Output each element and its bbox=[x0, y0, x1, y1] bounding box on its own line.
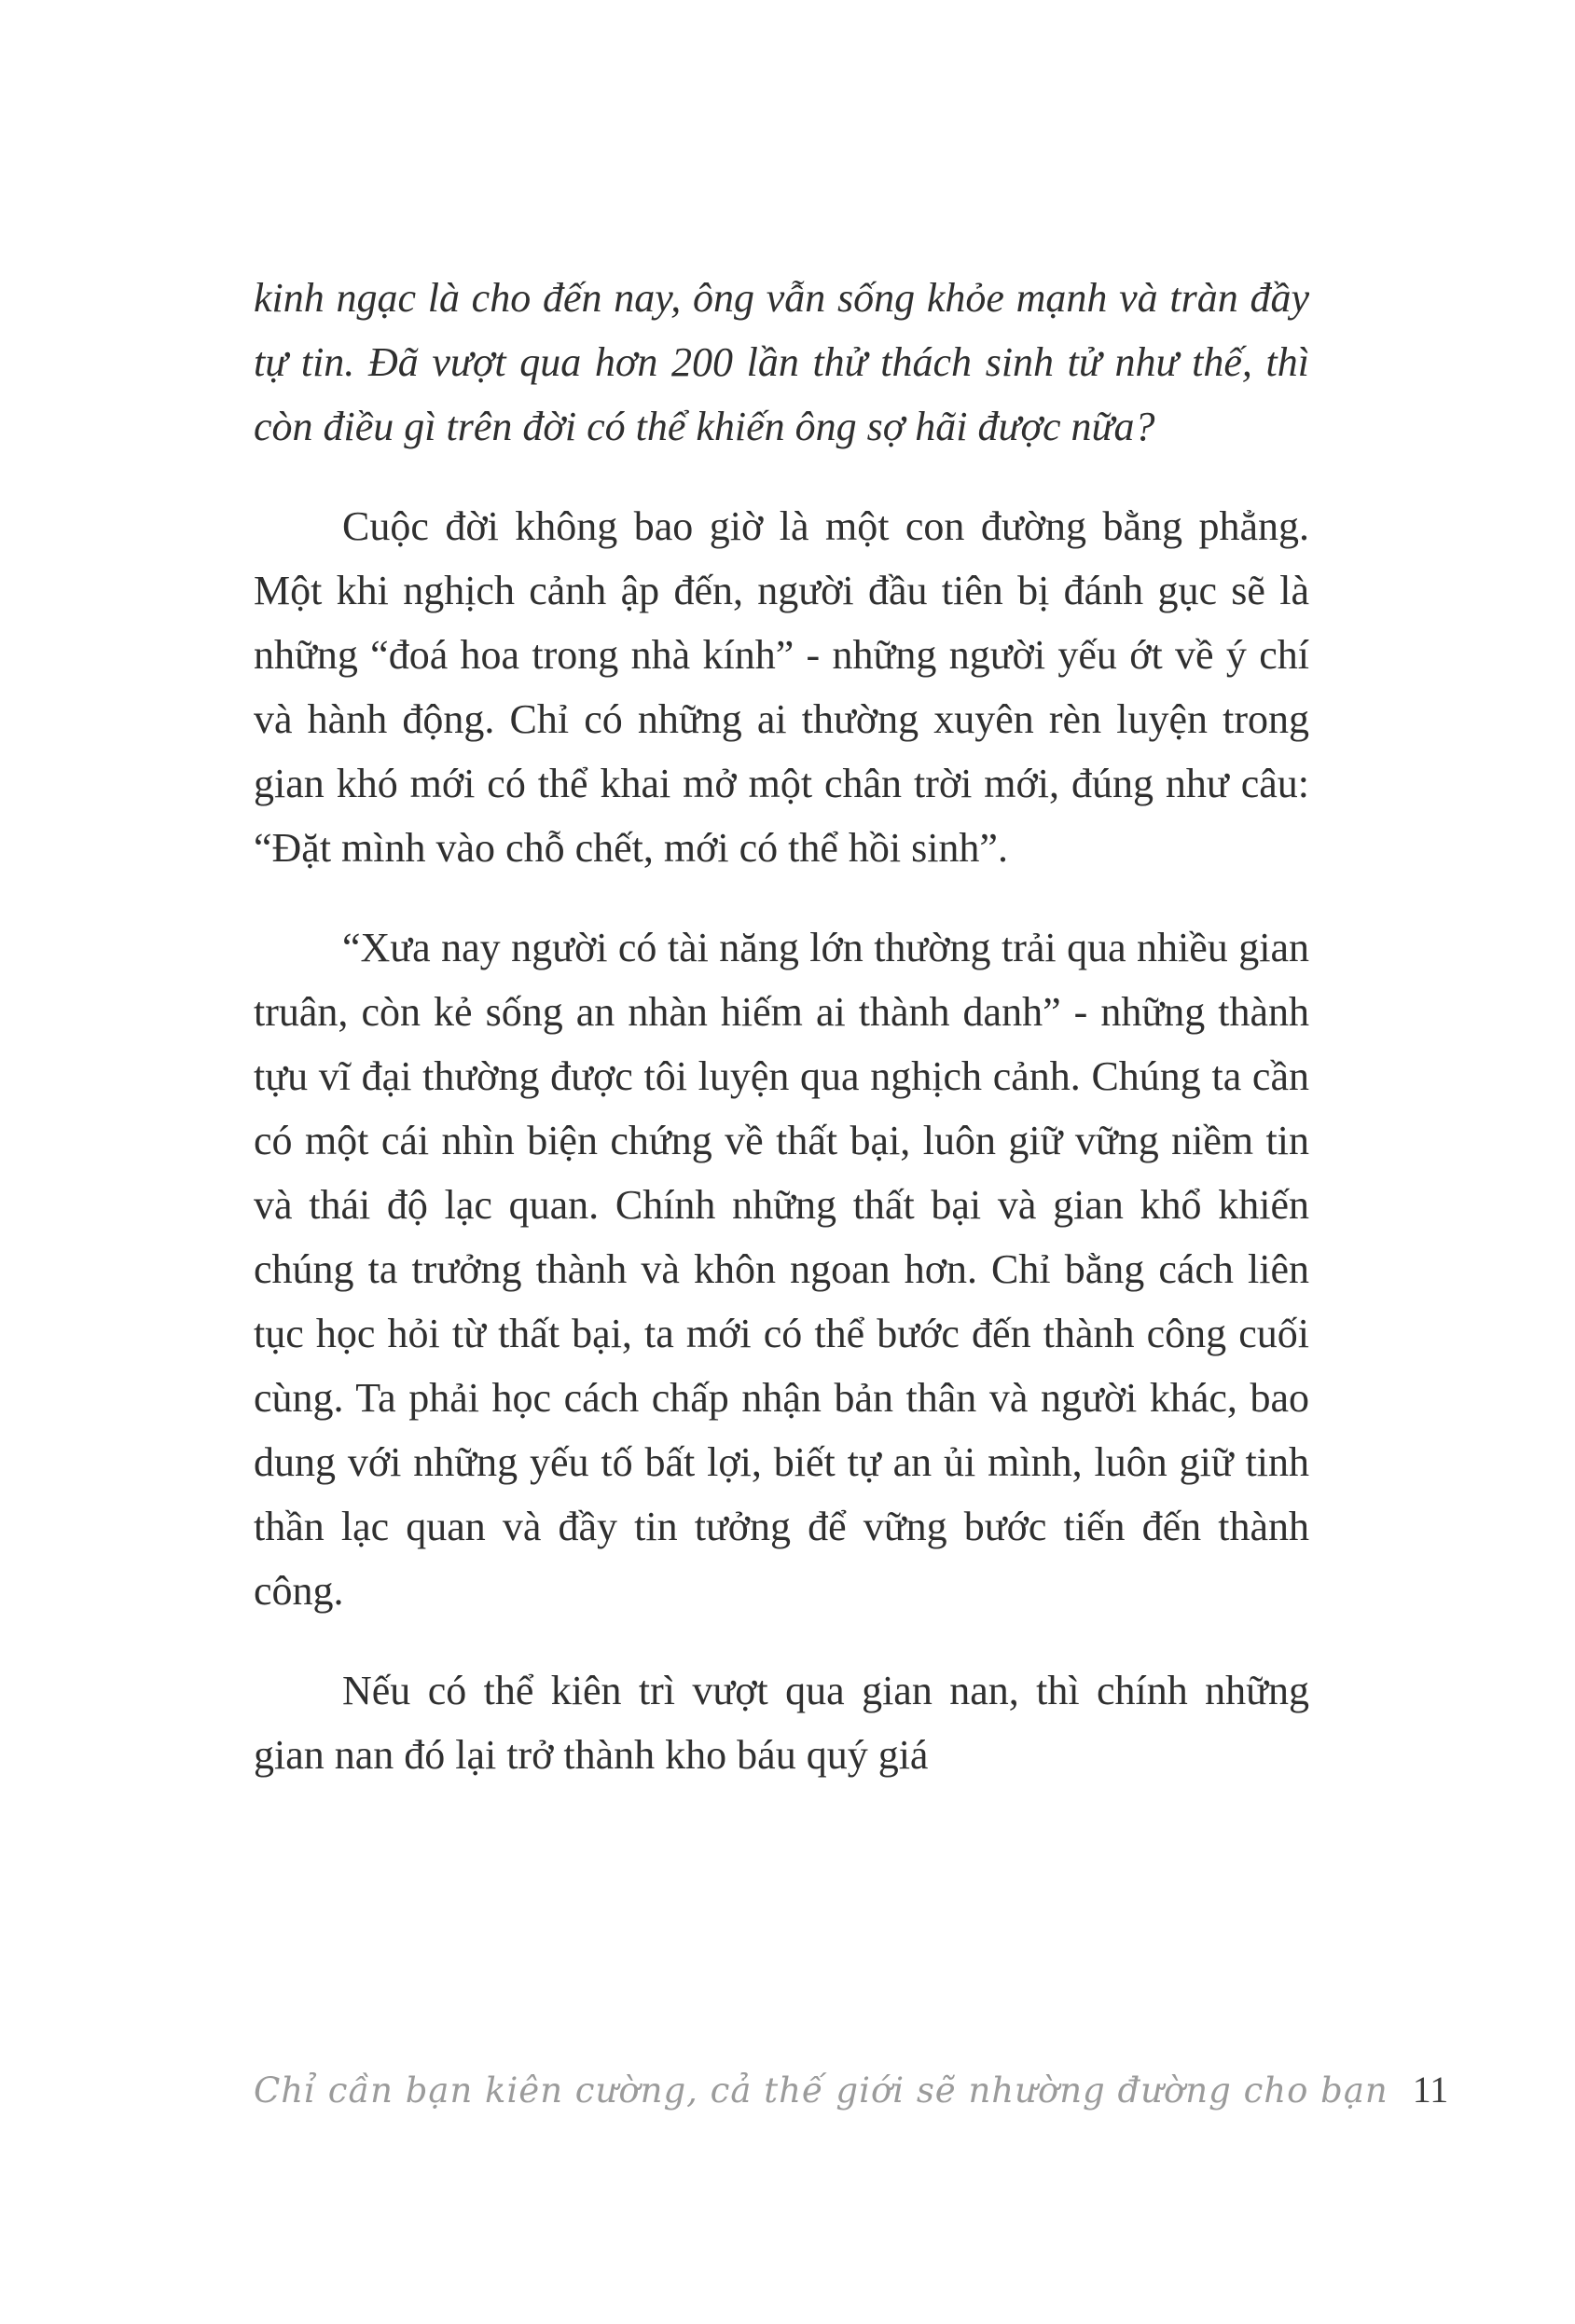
running-title: Chỉ cần bạn kiên cường, cả thế giới sẽ nhường đường cho bạn bbox=[254, 2070, 1388, 2111]
body-paragraph: Nếu có thể kiên trì vượt qua gian nan, thì chính những gian nan đó lại trở thành kho báu quý giá bbox=[254, 1668, 1309, 1778]
body-paragraph-continuation: kinh ngạc là cho đến nay, ông vẫn sống khỏe mạnh và tràn đầy tự tin. Đã vượt qua hơn 200 lần thử thách sinh tử như thế, thì còn điều gì trên đời có thể khiến ông sợ hãi được nữa? bbox=[254, 275, 1309, 449]
body-paragraph: Cuộc đời không bao giờ là một con đường bằng phẳng. Một khi nghịch cảnh ập đến, người đầu tiên bị đánh gục sẽ là những “đoá hoa trong nhà kính” - những người yếu ớt về ý chí và hành động. Chỉ có những ai thường xuyên rèn luyện trong gian khó mới có thể khai mở một chân trời mới, đúng như câu: “Đặt mình vào chỗ chết, mới có thể hồi sinh”. bbox=[254, 503, 1309, 871]
page-number: 11 bbox=[1412, 2069, 1449, 2111]
body-paragraph: “Xưa nay người có tài năng lớn thường trải qua nhiều gian truân, còn kẻ sống an nhàn hiếm ai thành danh” - những thành tựu vĩ đại thường được tôi luyện qua nghịch cảnh. Chúng ta cần có một cái nhìn biện chứng về thất bại, luôn giữ vững niềm tin và thái độ lạc quan. Chính những thất bại và gian khổ khiến chúng ta trưởng thành và khôn ngoan hơn. Chỉ bằng cách liên tục học hỏi từ thất bại, ta mới có thể bước đến thành công cuối cùng. Ta phải học cách chấp nhận bản thân và người khác, bao dung với những yếu tố bất lợi, biết tự an ủi mình, luôn giữ tinh thần lạc quan và đầy tin tưởng để vững bước tiến đến thành công. bbox=[254, 925, 1309, 1614]
page-footer bbox=[254, 2068, 1449, 2111]
body-text-block bbox=[254, 266, 1309, 1787]
